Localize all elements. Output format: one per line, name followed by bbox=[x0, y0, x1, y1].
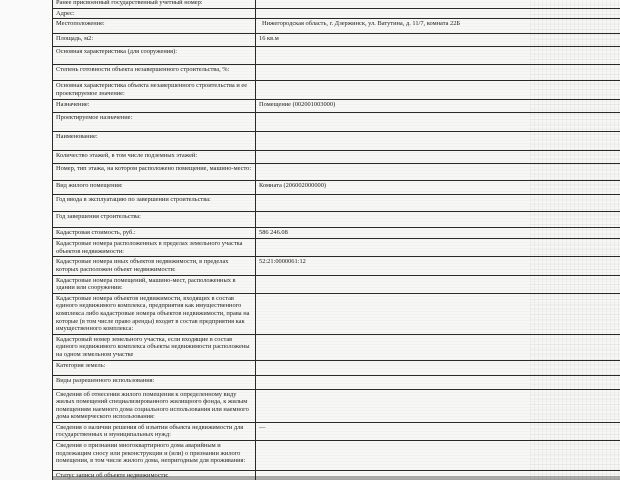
row-label: Сведения о признании многоквартирного дома аварийным и подлежащим сносу или реконструкции и (или) о признании жилого помещения, в том числе жилого дома, непригодным для проживания: bbox=[53, 441, 256, 471]
row-label: Статус записи об объекте недвижимости: bbox=[53, 471, 256, 480]
row-label: Кадастровые номера иных объектов недвижимости, в пределах которых расположен объект недвижимости: bbox=[53, 257, 256, 275]
page-margin bbox=[0, 0, 52, 480]
row-label: Год ввода в эксплуатацию по завершении строительства: bbox=[53, 195, 256, 212]
row-label: Адрес: bbox=[53, 8, 256, 19]
row-label: Кадастровая стоимость, руб.: bbox=[53, 228, 256, 239]
row-value: Нижегородская область, г. Дзержинск, ул. Ватутина, д. 11/7, комната 22Б bbox=[256, 19, 620, 34]
row-label: Сведения о наличии решения об изъятии объекта недвижимости для государственных и муниципальных нужд: bbox=[53, 422, 256, 440]
row-label: Местоположение: bbox=[53, 19, 256, 34]
row-value: Помещение (002001003000) bbox=[256, 100, 620, 113]
row-value: 586 246.08 bbox=[256, 228, 620, 239]
row-label: Кадастровые номера помещений, машино-мест, расположенных в здании или сооружении: bbox=[53, 275, 256, 293]
row-label: Количество этажей, в том числе подземных этажей: bbox=[53, 151, 256, 164]
row-label: Номер, тип этажа, на котором расположено помещение, машино-место: bbox=[53, 164, 256, 181]
row-label: Ранее присвоенный государственный учетный номер: bbox=[53, 0, 256, 8]
row-label: Проектируемое назначение: bbox=[53, 113, 256, 132]
scan-noise bbox=[530, 0, 620, 480]
row-label: Кадастровые номера объектов недвижимости, входящих в состав единого недвижимого комплекса, предприятия как имущественного комплекса либо кадастровые номера объектов недвижимости, права на которые (в том числе право аренды) входят в состав предприятия как имущественного комплекса: bbox=[53, 293, 256, 334]
row-label: Вид жилого помещения: bbox=[53, 181, 256, 195]
row-value: Комната (206002000000) bbox=[256, 181, 620, 195]
row-label: Кадастровые номера расположенных в пределах земельного участка объектов недвижимости: bbox=[53, 239, 256, 257]
row-label: Степень готовности объекта незавершенного строительства, %: bbox=[53, 65, 256, 81]
row-label: Кадастровый номер земельного участка, если входящие в состав единого недвижимого комплекса объекты недвижимости расположены на одном земельном участке bbox=[53, 334, 256, 360]
row-label: Площадь, м2: bbox=[53, 34, 256, 47]
row-value: 52:21:0000061:12 bbox=[256, 257, 620, 275]
row-label: Основная характеристика (для сооружения): bbox=[53, 47, 256, 65]
row-label: Год завершения строительства: bbox=[53, 212, 256, 228]
row-label: Категория земель: bbox=[53, 360, 256, 375]
row-label: Наименование: bbox=[53, 132, 256, 151]
page-bottom-edge bbox=[52, 476, 620, 480]
row-label: Назначение: bbox=[53, 100, 256, 113]
row-value: 16 кв.м bbox=[256, 34, 620, 47]
row-value: — bbox=[256, 422, 620, 440]
row-label: Основная характеристика объекта незавершенного строительства и ее проектируемое значение: bbox=[53, 81, 256, 100]
row-label: Сведения об отнесении жилого помещения к определенному виду жилых помещений специализированного жилищного фонда, к жилым помещениям наемного дома социального использования или наемного дома коммерческого использования: bbox=[53, 389, 256, 422]
row-label: Виды разрешенного использования: bbox=[53, 375, 256, 389]
